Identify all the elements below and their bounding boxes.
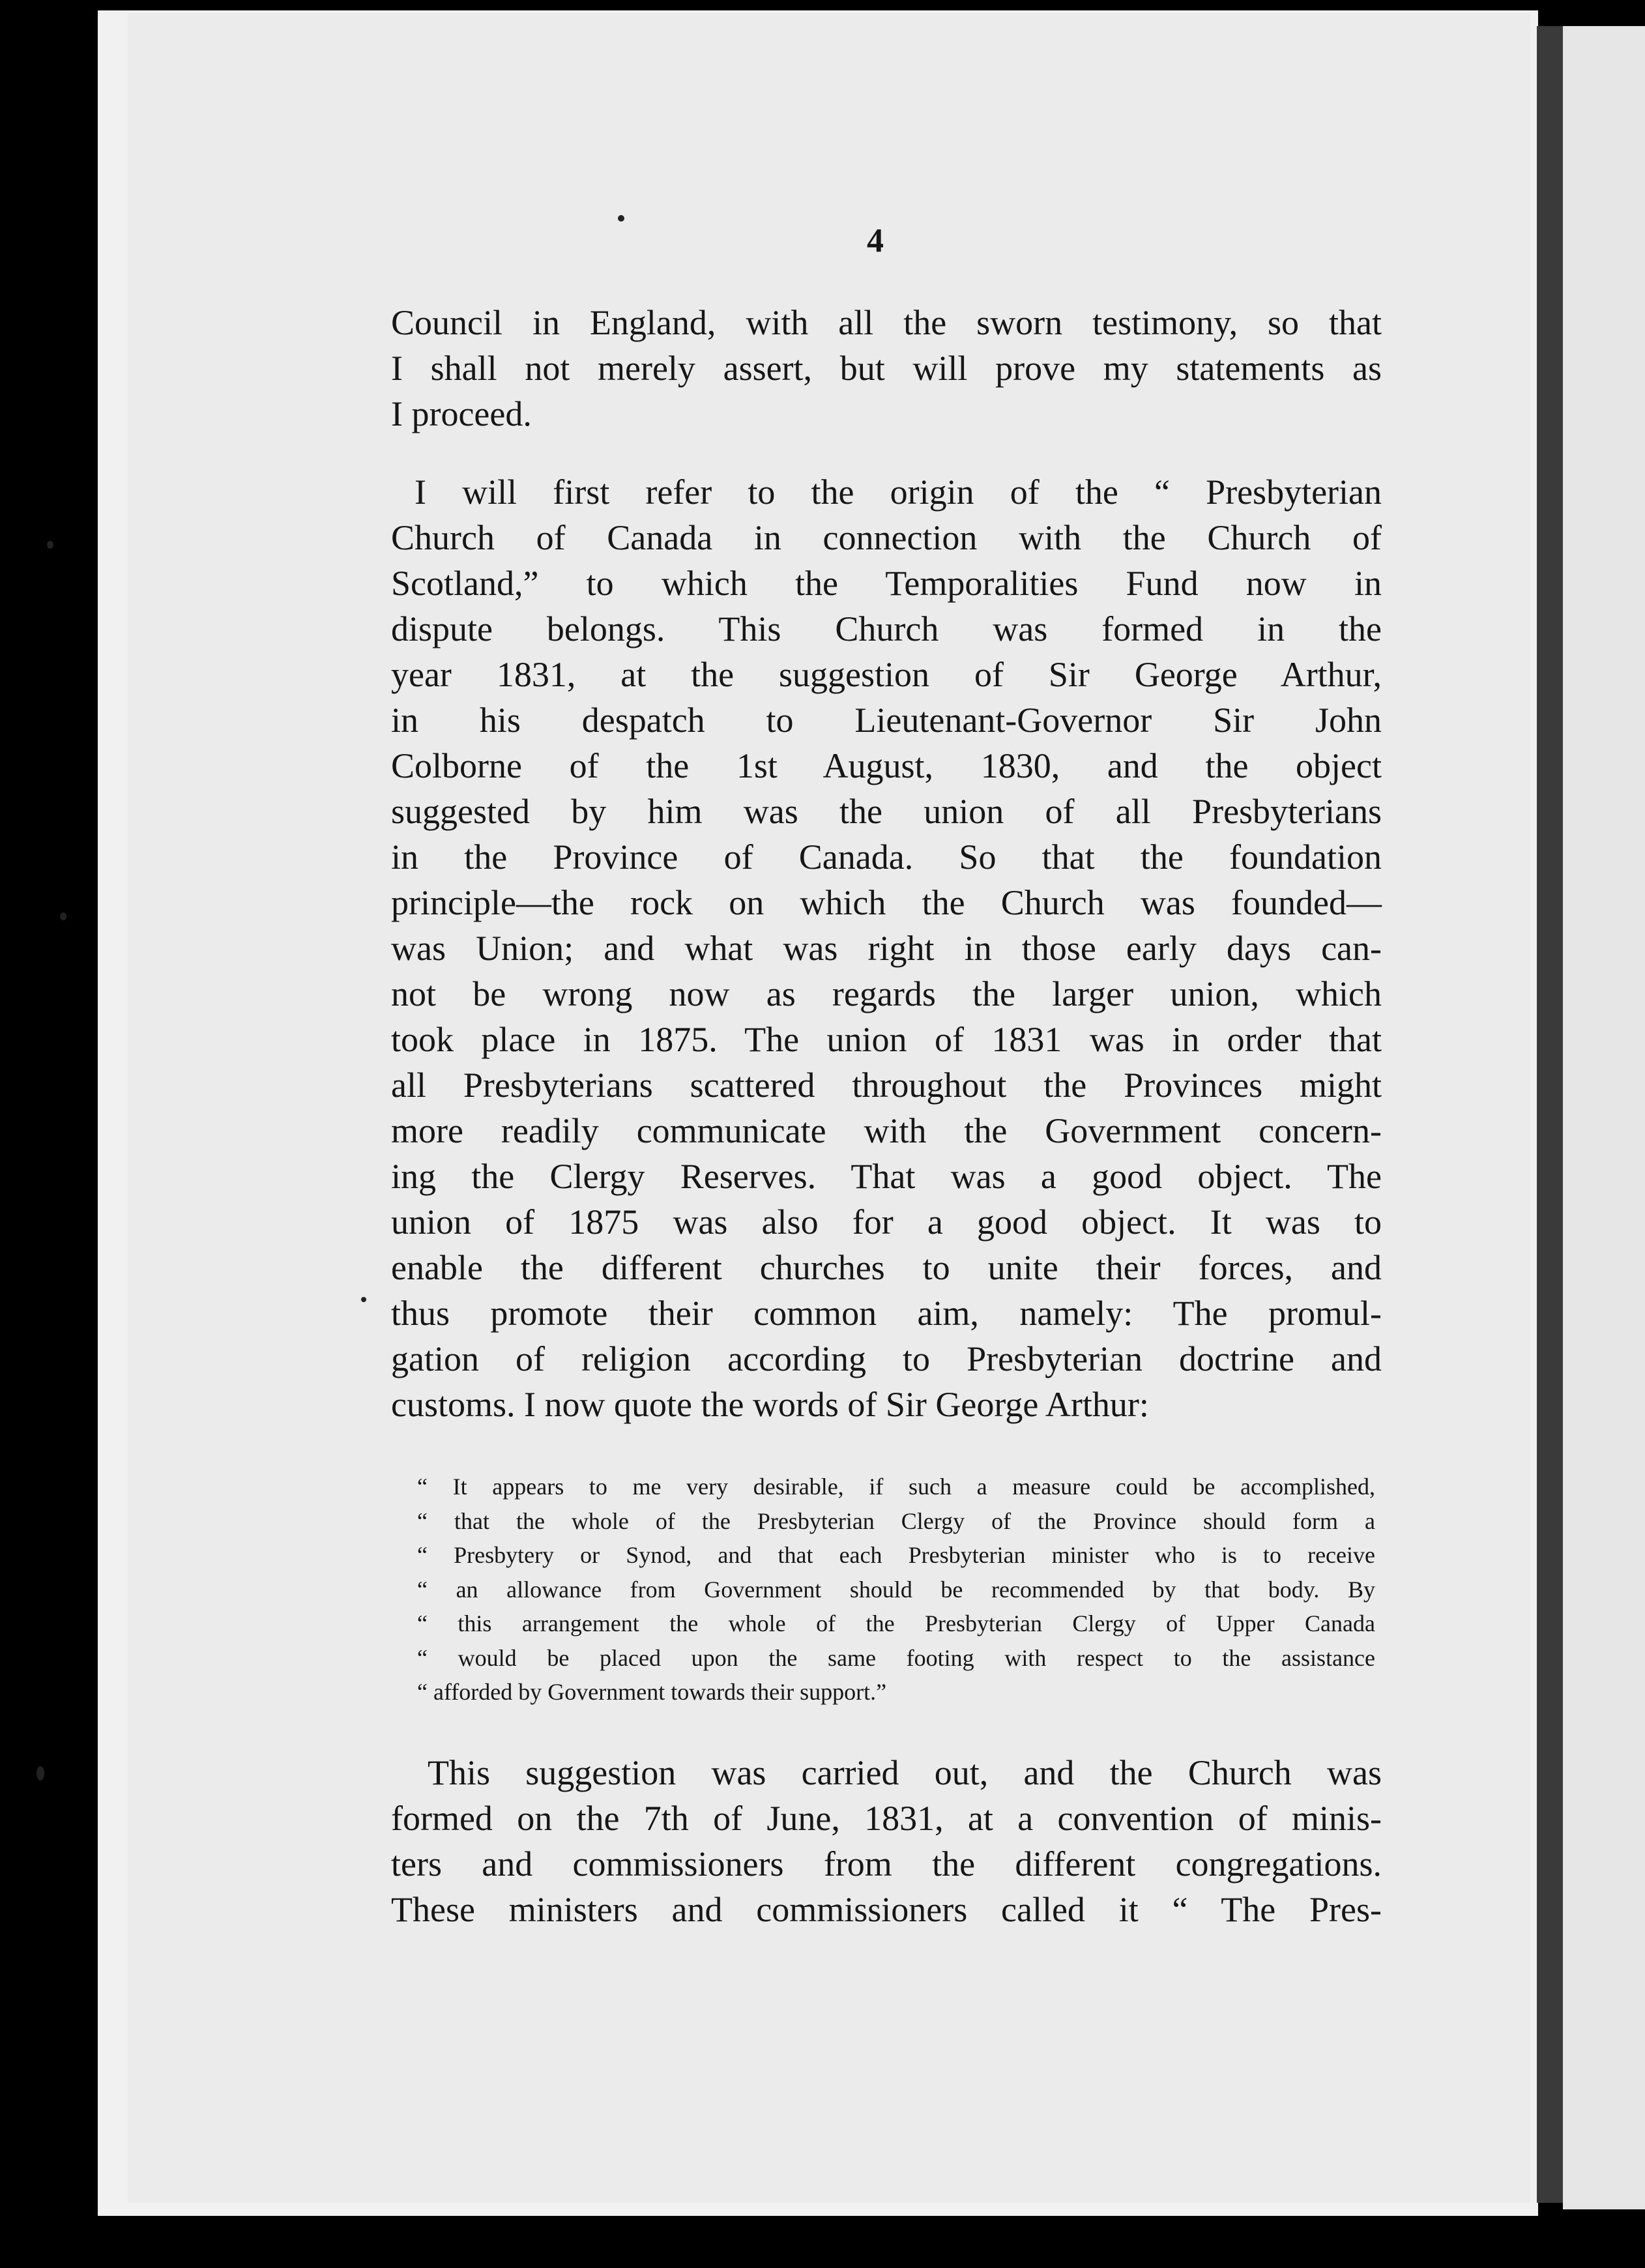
book-spine (1537, 26, 1563, 2203)
quote-line: “ Presbytery or Synod, and that each Presbyterian minister who is to receive (417, 1542, 1375, 1568)
text-line: Scotland,” to which the Temporalities Fund now in (391, 564, 1382, 603)
text-line: more readily communicate with the Government concern- (391, 1111, 1382, 1150)
ink-speck (618, 215, 624, 222)
text-line: union of 1875 was also for a good object. It was to (391, 1202, 1382, 1242)
quote-line: “ that the whole of the Presbyterian Clergy of the Province should form a (417, 1507, 1375, 1534)
text-line: not be wrong now as regards the larger union, which (391, 974, 1382, 1013)
text-line: I will first refer to the origin of the “ Presbyterian (415, 472, 1382, 512)
text-line: took place in 1875. The union of 1831 was in order that (391, 1020, 1382, 1059)
quote-line: “ It appears to me very desirable, if such a measure could be accomplished, (417, 1474, 1375, 1500)
text-line: ters and commissioners from the different congregations. (391, 1844, 1382, 1883)
text-line: principle—the rock on which the Church was founded— (391, 883, 1382, 922)
facing-page-edge (1563, 26, 1645, 2209)
quote-line: “ afforded by Government towards their support.” (417, 1679, 887, 1705)
text-line: year 1831, at the suggestion of Sir George Arthur, (391, 655, 1382, 694)
paragraph-1 (391, 300, 1382, 437)
text-line: These ministers and commissioners called it “ The Pres- (391, 1890, 1382, 1929)
page-number: 4 (867, 222, 884, 259)
ink-speck (361, 1297, 366, 1302)
text-line: Colborne of the 1st August, 1830, and the object (391, 746, 1382, 785)
text-line: I shall not merely assert, but will prove my statements as (391, 349, 1382, 388)
quote-line: “ an allowance from Government should be recommended by that body. By (417, 1576, 1375, 1603)
text-line: I proceed. (391, 394, 532, 433)
text-line: gation of religion according to Presbyterian doctrine and (391, 1339, 1382, 1378)
text-line: enable the different churches to unite their forces, and (391, 1248, 1382, 1287)
block-quote (417, 1470, 1375, 1709)
text-line: Council in England, with all the sworn testimony, so that (391, 303, 1382, 342)
text-line: ing the Clergy Reserves. That was a good object. The (391, 1157, 1382, 1196)
quote-line: “ would be placed upon the same footing with respect to the assistance (417, 1644, 1375, 1671)
text-line: suggested by him was the union of all Presbyterians (391, 792, 1382, 831)
text-line: This suggestion was carried out, and the Church was (428, 1753, 1382, 1792)
paragraph-2 (391, 469, 1382, 1427)
text-line: formed on the 7th of June, 1831, at a convention of minis- (391, 1799, 1382, 1838)
text-line: customs. I now quote the words of Sir George Arthur: (391, 1385, 1149, 1424)
text-line: Church of Canada in connection with the Church of (391, 518, 1382, 557)
ink-speck (47, 541, 53, 549)
text-line: in his despatch to Lieutenant-Governor Sir John (391, 701, 1382, 740)
text-line: all Presbyterians scattered throughout the Provinces might (391, 1066, 1382, 1105)
text-line: in the Province of Canada. So that the foundation (391, 837, 1382, 877)
text-line: dispute belongs. This Church was formed in the (391, 609, 1382, 648)
quote-line: “ this arrangement the whole of the Presbyterian Clergy of Upper Canada (417, 1610, 1375, 1636)
ink-speck (36, 1766, 44, 1781)
ink-speck (60, 912, 66, 920)
paragraph-3 (391, 1750, 1382, 1932)
text-line: thus promote their common aim, namely: The promul- (391, 1294, 1382, 1333)
text-line: was Union; and what was right in those early days can- (391, 929, 1382, 968)
